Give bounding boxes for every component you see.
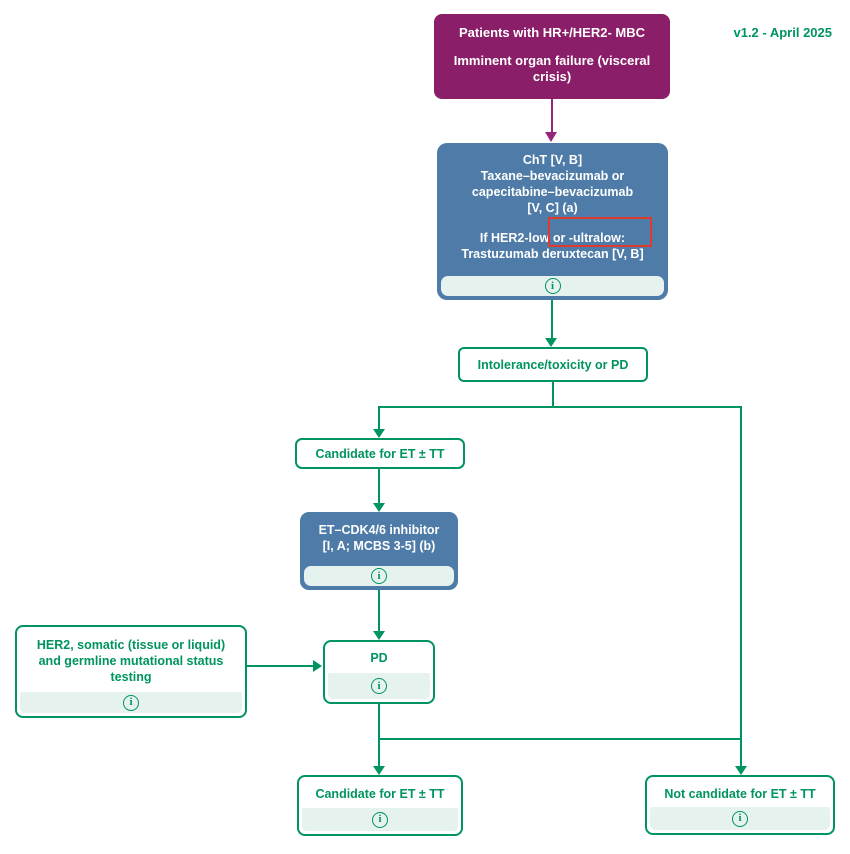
info-button[interactable] (328, 673, 430, 699)
node-patients (434, 14, 670, 99)
info-icon: i (123, 695, 139, 711)
connector-pd-candidate-arrowhead (373, 766, 385, 775)
connector-branch-bottom-hline (379, 738, 742, 740)
red-highlight-rect (548, 217, 652, 247)
info-icon: i (732, 811, 748, 827)
connector-her2-pd-line (247, 665, 313, 667)
node-cdk46 (300, 512, 458, 590)
node-label: [I, A; MCBS 3-5] (b) (322, 539, 436, 553)
info-icon: i (371, 678, 387, 694)
connector-candidate-cdk46-line (378, 469, 380, 504)
connector-branch-left-arrowhead (373, 429, 385, 438)
node-label: Taxane–bevacizumab or (480, 169, 625, 183)
connector-branch-right-arrowhead (735, 766, 747, 775)
connector-cht-intolerance-arrowhead (545, 338, 557, 347)
node-label: Candidate for ET ± TT (315, 446, 445, 461)
info-icon: i (371, 568, 387, 584)
connector-pd-candidate-line (378, 738, 380, 767)
info-icon: i (372, 812, 388, 828)
node-label: testing (110, 670, 152, 684)
connector-pd-stem-line (378, 704, 380, 740)
connector-patients-cht-line (551, 99, 553, 133)
connector-cdk46-pd-arrowhead (373, 631, 385, 640)
connector-patients-cht-arrowhead (545, 132, 557, 142)
node-label: Candidate for ET ± TT (315, 787, 445, 801)
node-label: crisis) (532, 69, 572, 84)
connector-her2-pd-arrowhead (313, 660, 322, 672)
node-not-candidate (645, 775, 835, 835)
connector-cdk46-pd-line (378, 590, 380, 632)
node-label: Patients with HR+/HER2- MBC (459, 25, 645, 40)
connector-intolerance-stem-line (552, 382, 554, 408)
version-label: v1.2 - April 2025 (733, 25, 832, 40)
node-label: ET–CDK4/6 inhibitor (318, 523, 440, 537)
info-button[interactable] (304, 566, 454, 586)
info-button[interactable] (441, 276, 664, 296)
node-label: [V, C] (a) (527, 201, 578, 215)
node-label: Intolerance/toxicity or PD (477, 357, 629, 372)
node-label: Not candidate for ET ± TT (664, 787, 816, 801)
info-button[interactable] (20, 692, 242, 713)
node-label: and germline mutational status (38, 654, 224, 668)
node-label: If HER2-low or -ultralow: (479, 231, 626, 245)
connector-cht-intolerance-line (551, 300, 553, 339)
node-label: capecitabine–bevacizumab (471, 185, 634, 199)
node-label: ChT [V, B] (522, 153, 583, 167)
node-label: Trastuzumab deruxtecan [V, B] (461, 247, 644, 261)
node-her2-testing (15, 625, 247, 718)
info-button[interactable] (302, 808, 458, 831)
connector-candidate-cdk46-arrowhead (373, 503, 385, 512)
node-intolerance (458, 347, 648, 382)
node-candidate-top (295, 438, 465, 469)
node-pd (323, 640, 435, 704)
connector-branch-right-line (740, 406, 742, 767)
connector-branch-top-hline (379, 406, 742, 408)
info-button[interactable] (650, 807, 830, 830)
info-icon: i (545, 278, 561, 294)
node-candidate-bottom (297, 775, 463, 836)
node-label: PD (370, 651, 388, 665)
connector-branch-left-line (378, 406, 380, 429)
node-label: Imminent organ failure (visceral (453, 53, 651, 68)
node-label: HER2, somatic (tissue or liquid) (36, 638, 226, 652)
